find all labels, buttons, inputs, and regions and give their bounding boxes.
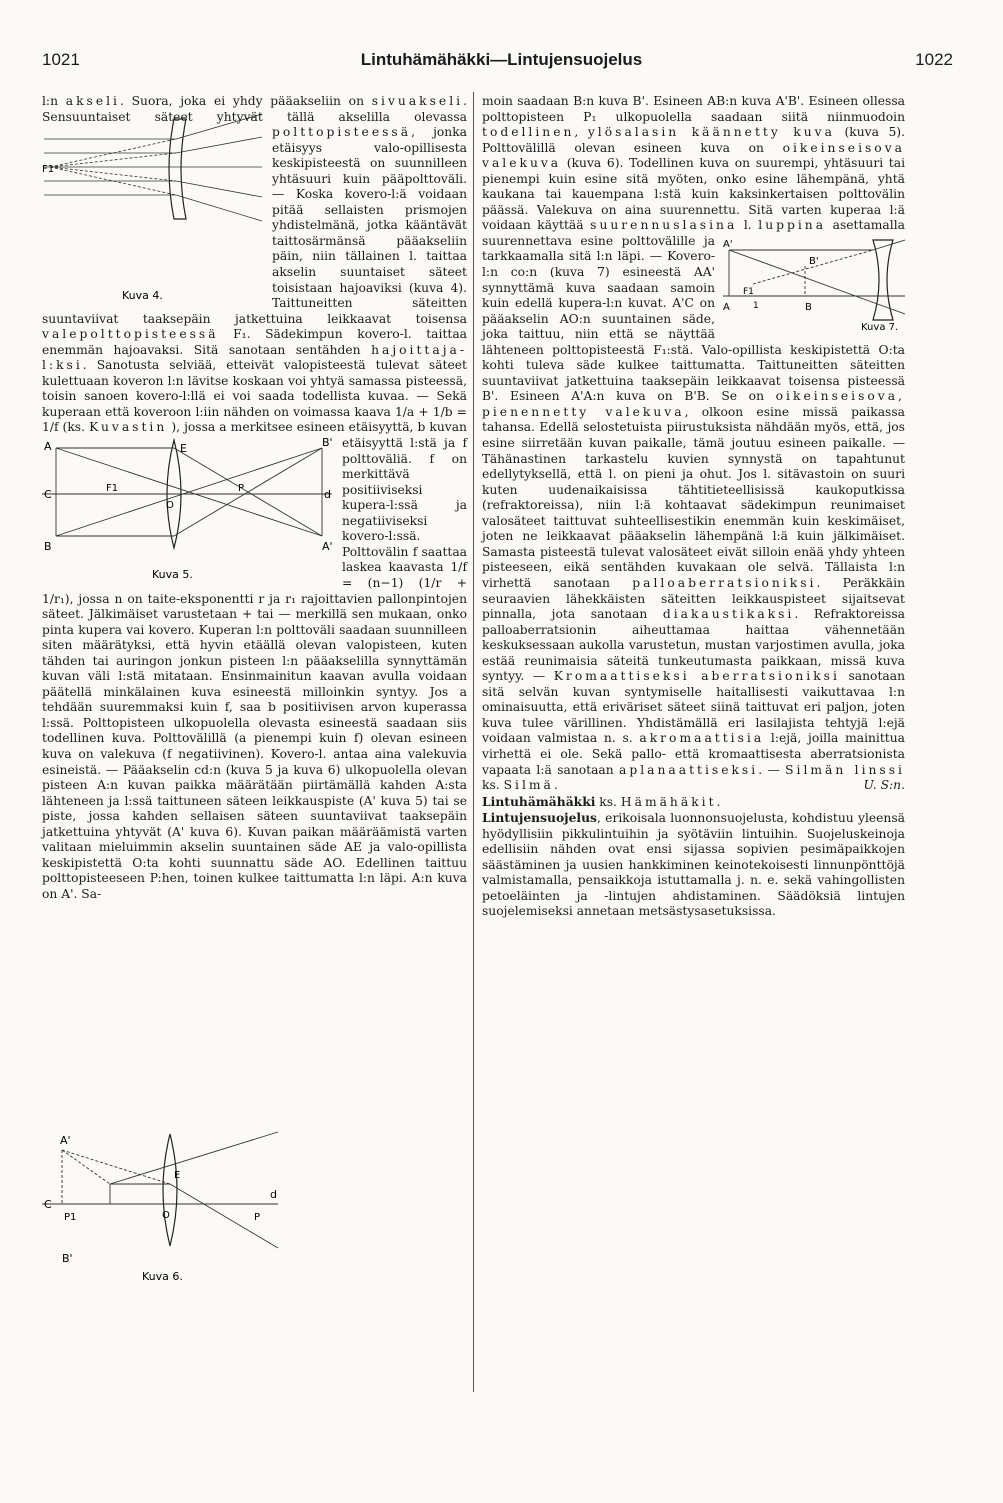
kuva-5-label-p: P bbox=[238, 483, 245, 495]
kuva-6-label-e: E bbox=[174, 1170, 181, 1181]
kuva-5-label-d: d bbox=[324, 488, 331, 502]
kuva-5-diagram bbox=[42, 436, 334, 586]
kuva-5-label-e: E bbox=[180, 442, 187, 456]
kuva-5-label-o: O bbox=[166, 500, 174, 512]
page-number-left: 1021 bbox=[42, 50, 80, 69]
entry-lintujensuojelus: Lintujensuojelus, erikoisala luonnonsuojelusta, kohdistuu yleensä hyödyllisiin pikkulintuihin ja syötäviin lintuihin. Suojeluskeinoja edellisiin nähden ovat ensi sijassa sopivien pesimäpaikkojen säästäminen ja uusien hankkiminen keinotekoisesti linnunpönttöjä valmistamalla, pensaikkoja istuttamalla j. n. e. sekä vahingollisten petoeläinten ja -lintujen ahdistaminen. Säädöksiä lintujen suojelemiseksi annetaan metsästysasetuksissa. bbox=[482, 810, 905, 919]
kuva-7-label-b: B bbox=[805, 301, 812, 313]
kuva-6-label-d: d bbox=[270, 1188, 277, 1201]
headword-lintuhamahakki: Lintuhämähäkki bbox=[482, 793, 596, 809]
figure-kuva-4 bbox=[42, 109, 264, 301]
kuva-7-label-one: 1 bbox=[753, 300, 759, 311]
kuva-6-diagram bbox=[42, 1128, 282, 1288]
headword-lintujensuojelus: Lintujensuojelus bbox=[482, 810, 597, 826]
kuva-5-label-b-prime: B' bbox=[322, 436, 333, 450]
kuva-5-label-f1: F1 bbox=[106, 483, 119, 495]
author-signature: U. S:n. bbox=[863, 778, 905, 793]
kuva-6-label-c: C bbox=[44, 1198, 52, 1211]
kuva-4-caption: Kuva 4. bbox=[122, 289, 163, 302]
kuva-7-caption: Kuva 7. bbox=[861, 321, 899, 332]
lens-article-text: l:n akseli. Suora, joka ei yhdy pääakseliin on sivuakseli. Sensuuntaiset säteet yhtyvät tällä akselilla olevassa F1 Kuva 4. polttopisteessä, jonka etäisyys valo-opillisesta keskipisteestä on suunnilleen yhtäsuuri kuin pääpolttoväli. — Koska kovero-l:ä voidaan pitää sellaisten prismojen yhdistelmänä, jotka kääntävät taittosärmänsä pääakseliin päin, niin tällainen l. taittaa akselin suuntaiset säteet toisistaan hajoaviksi (kuva 4). Taittuneitten säteitten suuntaviivat taaksepäin jatkettuina leikkaavat toisensa valepolttopisteessä F₁. Sädekimpun kovero-l. taittaa enemmän hajoavaksi. Sitä sanotaan sentähden hajoittaja-l:ksi. Sanotusta selviää, etteivät valopisteestä tulevat säteet kulettuaan koveron l:n lävitse koskaan voi yhtyä samassa pisteessä, toisin sanoen kovero-l:llä ei voi saada todellista kuvaa. — Sekä kuperaan että koveroon l:iin nähden on voimassa kaava 1/a + 1/b = 1/f (ks. Kuvastin A E B' C F1 O P d B A' Kuva 5. ), jossa a merkitsee esineen etäisyyttä, b kuvan etäisyyttä l:stä ja f polttoväliä. f on merkittävä positiiviseksi kupera-l:ssä ja negatiiviseksi kovero-l:ssä. Polttovälin f saattaa laskea kaavasta 1/f = (n−1) (1/r + 1/r₁), jossa n on taite-eksponentti r ja r₁ rajoittavien pallonpintojen säteet. Jälkimäiset varustetaan + tai — merkillä sen mukaan, onko pinta kupera vai kovero. Kuperan l:n polttoväli saadaan suunnilleen siten määrätyksi, että hyvin etäällä olevan valopisteen, kuten tähden tai auringon jonkun pisteen l:n pääakselilla synnyttämän kuvan väli l:stä mitataan. Ensinmainitun kaavan avulla voidaan päätellä minkälainen kuva esineestä milloinkin syntyy. Jos a tehdään suuremmaksi kuin f, saa b positiivisen arvon kuperassa l:ssä. Polttopisteen ulkopuolella olevasta esineestä saadaan siis todellinen kuva. Polttovälillä (a pienempi kuin f) olevan esineen kuva on valekuva (f negatiivinen). Kovero-l. antaa aina valekuvia esineistä. — Pääakselin cd:n (kuva 5 ja kuva 6) ulkopuolella olevan pisteen A:n kuvan paikka määrätään piirtämällä kahden A:sta lähteneen ja l:ssä taittuneen säteen leikkauspiste (A' kuva 5) tai se piste, jossa kahden sellaisen säteen suuntaviivat taaksepäin jatkettuina yhtyvät (A' kuva 6). Kuvan paikan määräämistä varten valitaan mieluimmin akselin suuntainen säde AE ja valo-opillista keskipistettä O:ta kohti suunnattu säde AO. Edellinen taittuu polttopisteeseen P:hen, toinen kulkee taittumatta l:n läpi. A:n kuva on A'. Sa- bbox=[42, 94, 467, 901]
cross-ref-hamahakit: Hämähäkit bbox=[620, 794, 717, 809]
kuva-6-label-b-prime: B' bbox=[62, 1252, 73, 1265]
kuva-6-label-o: O bbox=[162, 1210, 170, 1221]
kuva-6-label-p: P bbox=[254, 1212, 261, 1223]
running-title: Lintuhämähäkki—Lintujensuojelus bbox=[360, 50, 643, 69]
kuva-7-diagram bbox=[723, 236, 905, 332]
column-divider bbox=[473, 92, 474, 1392]
kuva-7-label-a: A bbox=[723, 301, 730, 313]
page-header bbox=[0, 50, 1003, 80]
kuva-4-diagram bbox=[42, 109, 264, 301]
kuva-7-label-f1: F1 bbox=[743, 286, 754, 297]
kuva-5-label-c: C bbox=[44, 488, 52, 502]
figure-kuva-7 bbox=[723, 236, 905, 332]
page-number-right: 1022 bbox=[915, 50, 953, 69]
kuva-7-label-a-prime: A' bbox=[723, 238, 733, 250]
lens-article-continuation: moin saadaan B:n kuva B'. Esineen AB:n kuva A'B'. Esineen ollessa polttopisteen P₁ ulkopuolella saadaan siitä niinmuodoin todellinen, ylösalasin käännetty kuva (kuva 5). Polttovälillä olevan esineen kuva on oikeinseisova valekuva (kuva 6). Todellinen kuva on suurempi, yhtäsuuri tai pienempi kuin esine sitä myöten, onko esine lähempänä, yhtä kaukana tai kauempana l:stä kuin kaksinkertaisen polttovälin päässä. Valekuva on aina suurennettu. Sitä varten kuperaa l:ä voidaan käyttää suurennuslasina l. luppina A' B' F1 A 1 B Kuva 7. asettamalla suurennettava esine polttovälille ja tarkkaamalla sitä l:n läpi. — Kovero-l:n co:n (kuva 7) esineestä AA' synnyttämä kuva saadaan samoin kuin edellä kupera-l:n kuvat. A'C on pääakselin AO:n suuntainen säde, joka taittuu, niin että se näyttää lähteneen polttopisteestä F₁:stä. Valo-opillista keskipistettä O:ta kohti tuleva säde kulkee taittumatta. Taittuneitten säteitten suuntaviivat jatkettuina taaksepäin leikkaavat toisensa pisteessä B'. Esineen A'A:n kuva on B'B. Se on oikeinseisova, pienennetty valekuva, olkoon esine missä paikassa tahansa. Edellä selostetuista piirustuksista nähdään myös, että, jos esine siirretään kuvan paikalle, tämä joutuu esineen paikalle. — Tähänastinen tarkastelu kuvien synnystä on tapahtunut edellytyksellä, että l. on pieni ja ohut. Jos l. sitävastoin on suuri kuten uudenaikaisissa tähtitieteellisissä kaukoputkissa (refraktoreissa), niin l:ä kohtaavat sädekimpun reunimaiset valosäteet taittuvat suhteellisestikin enemmän kuin keskimäiset, joten ne leikkaavat pääakselin lähempänä l:ä kuin jälkimäiset. Samasta pisteestä tulevat valosäteet eivät silloin enää yhdy yhteen pisteeseen, eikä sentähden kuvakaan ole selvä. Tällaista l:n virhettä sanotaan palloaberratsioniksi. Peräkkäin seuraavien lähekkäisten säteitten leikkauspisteet sijaitsevat pinnalla, jota sanotaan diakaustikaksi. Refraktoreissa palloaberratsionin aiheuttamaa haittaa vähennetään keskuksessaan aukolla varustetun, mustan varjostimen avulla, joka estää reunimaisia säteitä tunkeutumasta paikkaan, missä kuva syntyy. — Kromaattiseksi aberratsioniksi sanotaan sitä selvän kuvan syntymiselle haitallisesti vaikuttavaa l:n ominaisuutta, että eriväriset säteet siinä taittuvat eri paljon, joten kuva tulee värillinen. Yhdistämällä eri lasilajista tehtyjä l:ejä voidaan valmistaa n. s. akromaattisia l:ejä, joilla mainittua virhettä ei ole. Sekä pallo- että kromaattisesta aberratsionista vapaata l:ä sanotaan aplanaattiseksi. — Silmän linssi ks. Silmä. U. S:n. bbox=[482, 94, 905, 793]
kuva-5-label-a: A bbox=[44, 440, 52, 454]
kuva-5-caption: Kuva 5. bbox=[152, 568, 193, 582]
kuva-7-label-b-prime: B' bbox=[809, 255, 819, 267]
entry-lintuhamahakki: Lintuhämähäkki ks. Hämähäkit. bbox=[482, 793, 721, 809]
kuva-6-label-a-prime: A' bbox=[60, 1134, 71, 1147]
figure-kuva-5 bbox=[42, 436, 334, 586]
left-column bbox=[42, 94, 467, 902]
kuva-5-label-a-prime: A' bbox=[322, 540, 333, 554]
kuva-4-label-f1: F1 bbox=[42, 164, 55, 176]
right-column bbox=[482, 94, 905, 920]
kuva-6-label-p1: P1 bbox=[64, 1212, 77, 1223]
kuva-5-label-b: B bbox=[44, 540, 52, 554]
kuva-6-caption: Kuva 6. bbox=[142, 1270, 183, 1283]
